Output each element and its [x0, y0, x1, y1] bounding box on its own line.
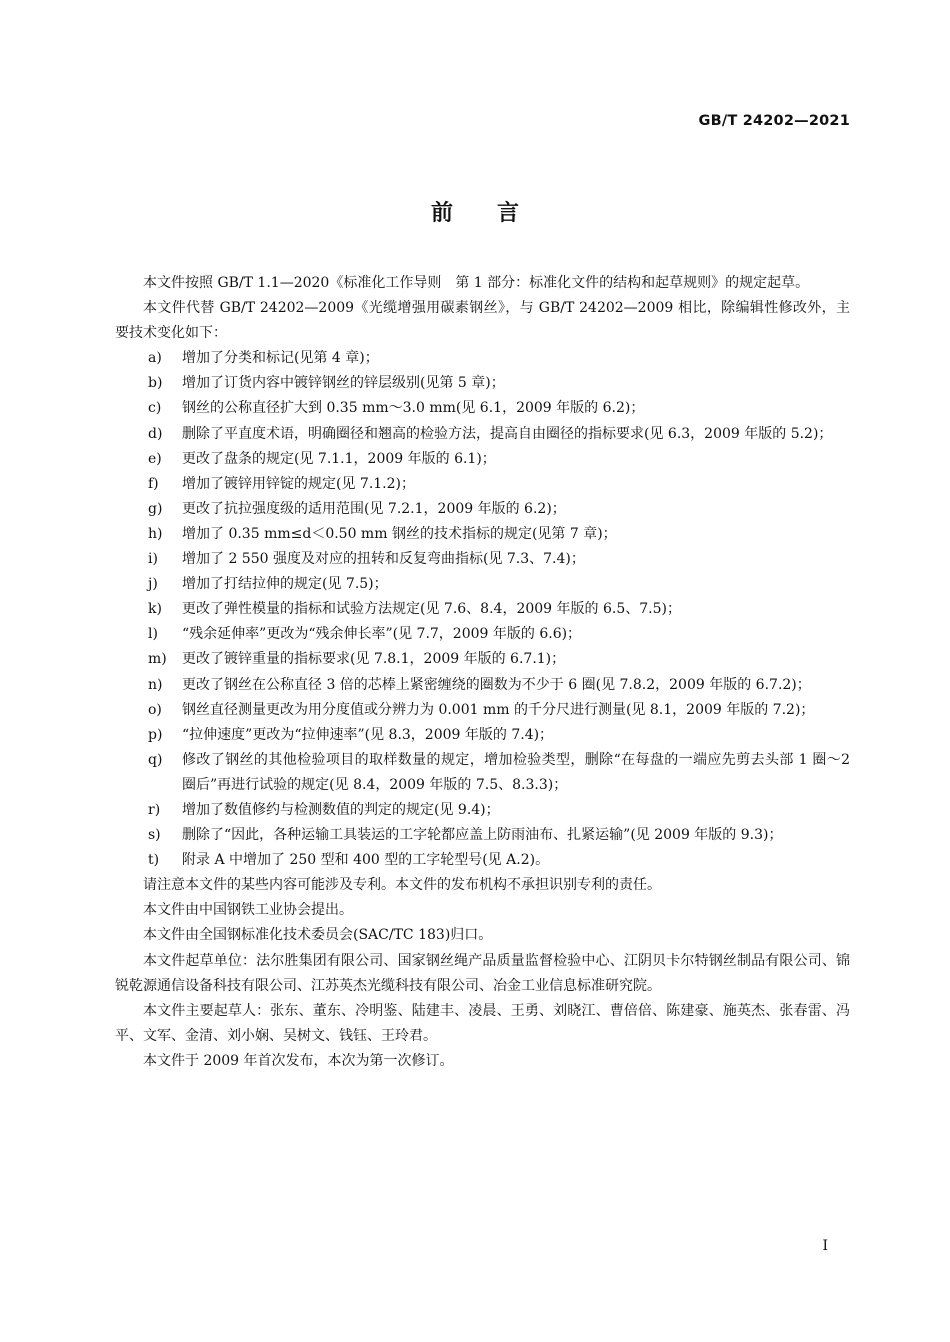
list-item — [115, 673, 850, 698]
list-item — [115, 572, 850, 597]
list-item-text: 增加了数值修约与检测数值的判定的规定(见 9.4)； — [182, 801, 500, 818]
changes-list — [115, 346, 850, 873]
list-marker: r) — [148, 801, 161, 818]
list-marker: p) — [148, 726, 163, 743]
list-marker: o) — [148, 701, 162, 718]
list-item-text: “残余延伸率”更改为“残余伸长率”(见 7.7，2009 年版的 6.6)； — [182, 626, 582, 643]
list-marker: g) — [148, 500, 163, 517]
list-item-text: 更改了钢丝在公称直径 3 倍的芯棒上紧密缠绕的圈数为不少于 6 圈(见 7.8.2，2009 年版的 6.7.2)； — [182, 676, 811, 693]
list-item — [115, 371, 850, 396]
list-item-text: 增加了分类和标记(见第 4 章)； — [182, 350, 379, 367]
foreword-body — [115, 271, 850, 1074]
list-marker: n) — [148, 676, 163, 693]
page-number: I — [822, 1238, 828, 1254]
history-paragraph: 本文件于 2009 年首次发布，本次为第一次修订。 — [143, 1052, 454, 1069]
committee-paragraph: 本文件由全国钢标准化技术委员会(SAC/TC 183)归口。 — [143, 927, 493, 944]
list-item — [115, 447, 850, 472]
list-item-text: 更改了弹性模量的指标和试验方法规定(见 7.6、8.4，2009 年版的 6.5、7.5)； — [182, 601, 681, 618]
list-item-text: 钢丝直径测量更改为用分度值或分辨力为 0.001 mm 的千分尺进行测量(见 8.1，2009 年版的 7.2)； — [182, 701, 815, 718]
list-item — [115, 798, 850, 823]
list-item — [115, 748, 850, 798]
list-item-text: 附录 A 中增加了 250 型和 400 型的工字轮型号(见 A.2)。 — [182, 852, 550, 869]
list-marker: d) — [148, 425, 163, 442]
list-item-text: “拉伸速度”更改为“拉伸速率”(见 8.3，2009 年版的 7.4)； — [182, 726, 554, 743]
list-item-text: 更改了盘条的规定(见 7.1.1，2009 年版的 6.1)； — [182, 450, 496, 467]
page-title: 前言 — [430, 201, 563, 226]
list-item — [115, 723, 850, 748]
list-item-text: 钢丝的公称直径扩大到 0.35 mm～3.0 mm(见 6.1，2009 年版的 6.2)； — [182, 400, 645, 417]
list-marker: j) — [148, 576, 158, 593]
standard-code: GB/T 24202—2021 — [698, 113, 850, 129]
list-marker: e) — [148, 450, 162, 467]
list-item — [115, 547, 850, 572]
list-marker: q) — [148, 751, 163, 768]
list-item — [115, 497, 850, 522]
list-item-text: 增加了订货内容中镀锌钢丝的锌层级别(见第 5 章)； — [182, 375, 505, 392]
patent-notice: 请注意本文件的某些内容可能涉及专利。本文件的发布机构不承担识别专利的责任。 — [143, 877, 661, 894]
list-item-text: 增加了 2 550 强度及对应的扭转和反复弯曲指标(见 7.3、7.4)； — [182, 551, 585, 568]
proposer-paragraph: 本文件由中国钢铁工业协会提出。 — [143, 902, 353, 919]
list-marker: b) — [148, 375, 163, 392]
list-item-text: 更改了抗拉强度级的适用范围(见 7.2.1，2009 年版的 6.2)； — [182, 500, 566, 517]
drafting-units-paragraph: 本文件起草单位：法尔胜集团有限公司、国家钢丝绳产品质量监督检验中心、江阴贝卡尔特钢丝制品有限公司、锦锐乾源通信设备科技有限公司、江苏英杰光缆科技有限公司、冶金工业信息标准研究院。 — [115, 952, 850, 994]
intro-paragraph-2: 本文件代替 GB/T 24202—2009《光缆增强用碳素钢丝》，与 GB/T 24202—2009 相比，除编辑性修改外，主要技术变化如下： — [115, 300, 850, 342]
list-marker: s) — [148, 827, 161, 844]
list-item — [115, 622, 850, 647]
list-marker: l) — [148, 626, 158, 643]
list-item-text: 修改了钢丝的其他检验项目的取样数量的规定，增加检验类型，删除“在每盘的一端应先剪去头部 1 圈～2 圈后”再进行试验的规定(见 8.4，2009 年版的 7.5、8.3.3)； — [182, 751, 850, 793]
list-item-text: 增加了镀锌用锌锭的规定(见 7.1.2)； — [182, 475, 415, 492]
list-marker: c) — [148, 400, 162, 417]
list-item — [115, 698, 850, 723]
list-item — [115, 346, 850, 371]
list-item-text: 增加了打结拉伸的规定(见 7.5)； — [182, 576, 388, 593]
list-marker: f) — [148, 475, 159, 492]
list-marker: t) — [148, 852, 160, 869]
list-item — [115, 422, 850, 447]
list-item — [115, 823, 850, 848]
intro-paragraph-1: 本文件按照 GB/T 1.1—2020《标准化工作导则 第 1 部分：标准化文件的结构和起草规则》的规定起草。 — [143, 275, 810, 291]
list-item — [115, 522, 850, 547]
list-marker: m) — [148, 651, 167, 668]
drafters-paragraph: 本文件主要起草人：张东、董东、冷明鉴、陆建丰、凌晨、王勇、刘晓江、曹倍倍、陈建豪、施英杰、张春雷、冯平、文军、金清、刘小娴、吴树文、钱钰、王玲君。 — [115, 1002, 850, 1044]
list-item-text: 删除了“因此，各种运输工具装运的工字轮都应盖上防雨油布、扎紧运输”(见 2009 年版的 9.3)； — [182, 827, 783, 844]
list-item-text: 删除了平直度术语，明确圈径和翘高的检验方法，提高自由圈径的指标要求(见 6.3，2009 年版的 5.2)； — [182, 425, 833, 442]
list-item — [115, 597, 850, 622]
list-marker: a) — [148, 350, 162, 367]
list-item-text: 增加了 0.35 mm≤d＜0.50 mm 钢丝的技术指标的规定(见第 7 章)； — [182, 525, 617, 542]
list-item — [115, 647, 850, 672]
list-item — [115, 396, 850, 421]
list-marker: i) — [148, 551, 158, 568]
list-marker: h) — [148, 525, 163, 542]
list-item — [115, 472, 850, 497]
list-item-text: 更改了镀锌重量的指标要求(见 7.8.1，2009 年版的 6.7.1)； — [182, 651, 566, 668]
list-marker: k) — [148, 601, 162, 618]
list-item — [115, 848, 850, 873]
